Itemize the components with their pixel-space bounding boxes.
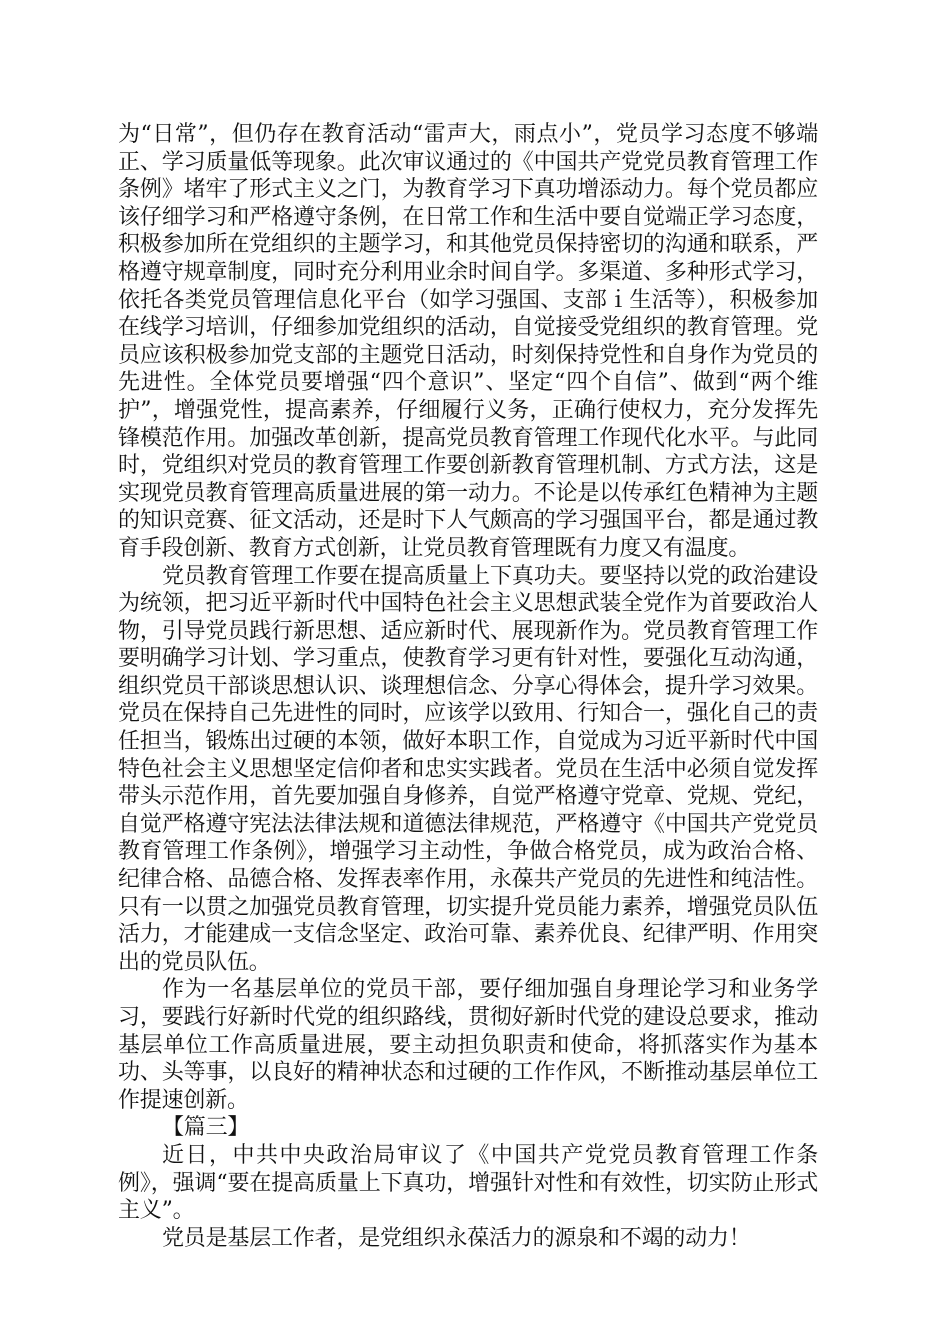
paragraph-continuation: 为“日常”，但仍存在教育活动“雷声大，雨点小”，党员学习态度不够端正、学习质量低等现象。此次审议通过的《中国共产党党员教育管理工作条例》堵牢了形式主义之门，为教育学习下真功增添动力。每个党员都应该仔细学习和严格遵守条例，在日常工作和生活中要自觉端正学习态度，积极参加所在党组织的主题学习，和其他党员保持密切的沟通和联系，严格遵守规章制度，同时充分利用业余时间自学。多渠道、多种形式学习，依托各类党员管理信息化平台（如学习强国、支部ｉ生活等），积极参加在线学习培训，仔细参加党组织的活动，自觉接受党组织的教育管理。党员应该积极参加党支部的主题党日活动，时刻保持党性和自身作为党员的先进性。全体党员要增强“四个意识”、坚定“四个自信”、做到“两个维护”，增强党性，提高素养，仔细履行义务，正确行使权力，充分发挥先锋模范作用。加强改革创新，提高党员教育管理工作现代化水平。与此同时，党组织对党员的教育管理工作要创新教育管理机制、方式方法，这是实现党员教育管理高质量进展的第一动力。不论是以传承红色精神为主题的知识竞赛、征文活动，还是时下人气颇高的学习强国平台，都是通过教育手段创新、教育方式创新，让党员教育管理既有力度又有温度。 [118,122,818,561]
document-body [118,121,818,1252]
paragraph-quality-work: 党员教育管理工作要在提高质量上下真功夫。要坚持以党的政治建设为统领，把习近平新时代中国特色社会主义思想武装全党作为首要政治人物，引导党员践行新思想、适应新时代、展现新作为。党员教育管理工作要明确学习计划、学习重点，使教育学习更有针对性，要强化互动沟通，组织党员干部谈思想认识、谈理想信念、分享心得体会，提升学习效果。党员在保持自己先进性的同时，应该学以致用、行知合一，强化自己的责任担当，锻炼出过硬的本领，做好本职工作，自觉成为习近平新时代中国特色社会主义思想坚定信仰者和忠实实践者。党员在生活中必须自觉发挥带头示范作用，首先要加强自身修养，自觉严格遵守党章、党规、党纪，自觉严格遵守宪法法律法规和道德法律规范，严格遵守《中国共产党党员教育管理工作条例》，增强学习主动性，争做合格党员，成为政治合格、纪律合格、品德合格、发挥表率作用，永葆共产党员的先进性和纯洁性。只有一以贯之加强党员教育管理，切实提升党员能力素养，增强党员队伍活力，才能建成一支信念坚定、政治可靠、素养优良、纪律严明、作用突出的党员队伍。 [118,563,818,975]
paragraph-politburo-review: 近日，中共中央政治局审议了《中国共产党党员教育管理工作条例》，强调“要在提高质量上下真功，增强针对性和有效性，切实防止形式主义”。 [118,1142,818,1224]
paragraph-grassroots-cadre: 作为一名基层单位的党员干部，要仔细加强自身理论学习和业务学习，要践行好新时代党的组织路线，贯彻好新时代党的建设总要求，推动基层单位工作高质量进展，要主动担负职责和使命，将抓落实作为基本功、头等事，以良好的精神状态和过硬的工作作风，不断推动基层单位工作提速创新。 [118,977,818,1113]
section-heading: 【篇三】 [162,1115,250,1141]
paragraph-grassroots-workers: 党员是基层工作者，是党组织永葆活力的源泉和不竭的动力！ [162,1225,751,1251]
